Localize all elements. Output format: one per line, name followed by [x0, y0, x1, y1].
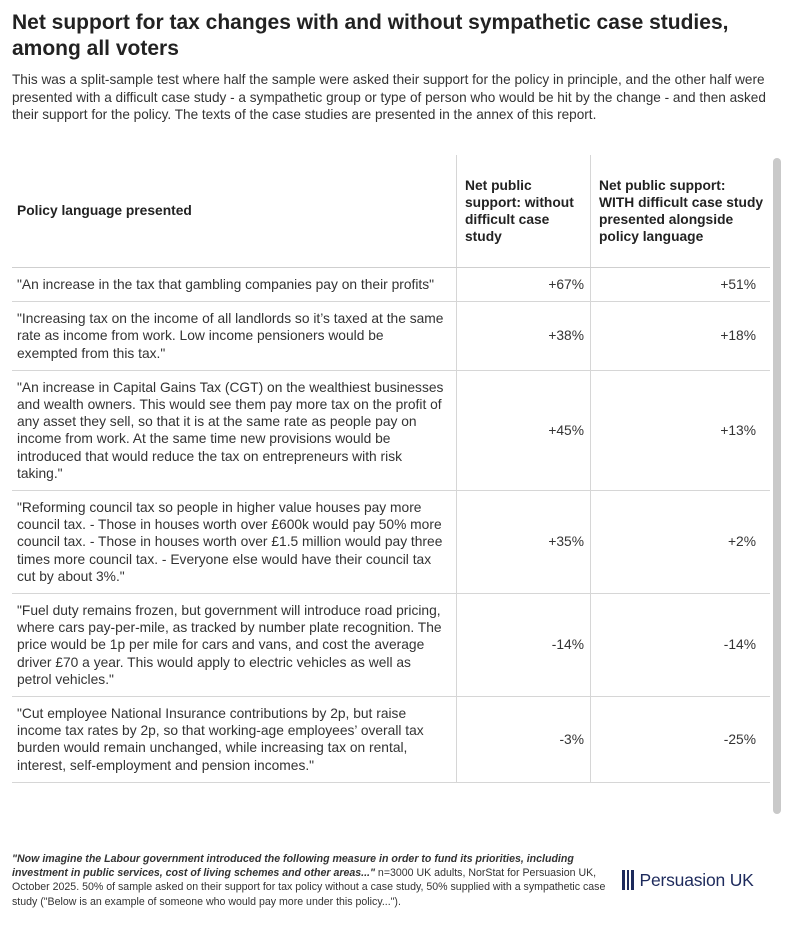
- table-row: [12, 370, 770, 490]
- policy-cell: "An increase in the tax that gambling companies pay on their profits": [12, 268, 457, 302]
- logo-text: Persuasion UK: [639, 869, 754, 890]
- table-row: [12, 491, 770, 594]
- column-header-without: Net public support: without difficult case study: [457, 155, 591, 268]
- column-header-with: Net public support: WITH difficult case study presented alongside policy language: [591, 155, 771, 268]
- with-value-cell: -14%: [591, 594, 771, 697]
- without-value-cell: +67%: [457, 268, 591, 302]
- policy-cell: "An increase in Capital Gains Tax (CGT) on the wealthiest businesses and wealth owners. This would see them pay more tax on the profit of any asset they sell, so that it is at the same rate as people pay on income from work. At the same time new provisions would be introduced that would reduce the tax on entrepreneurs with risk taking.": [12, 370, 457, 490]
- table-row: [12, 594, 770, 697]
- footnote-details: n=3000 UK adults, NorStat for Persuasion UK, October 2025. 50% of sample asked on their support for tax policy without a case study, 50% supplied with a sympathetic case study ("Below is an example of someone who would pay more under this policy...").: [12, 867, 606, 908]
- column-header-policy: Policy language presented: [12, 155, 457, 268]
- table-row: [12, 697, 770, 783]
- vertical-scrollbar[interactable]: [773, 158, 781, 814]
- support-table: [12, 155, 770, 783]
- with-value-cell: +2%: [591, 491, 771, 594]
- without-value-cell: +38%: [457, 302, 591, 371]
- table-row: [12, 302, 770, 371]
- with-value-cell: -25%: [591, 697, 771, 783]
- chart-title: Net support for tax changes with and without sympathetic case studies, among all voters: [12, 11, 729, 60]
- without-value-cell: +35%: [457, 491, 591, 594]
- with-value-cell: +51%: [591, 268, 771, 302]
- persuasion-uk-logo: [622, 868, 754, 892]
- table-header-row: [12, 155, 770, 268]
- with-value-cell: +18%: [591, 302, 771, 371]
- without-value-cell: +45%: [457, 370, 591, 490]
- table-row: [12, 268, 770, 302]
- without-value-cell: -3%: [457, 697, 591, 783]
- with-value-cell: +13%: [591, 370, 771, 490]
- without-value-cell: -14%: [457, 594, 591, 697]
- policy-cell: "Reforming council tax so people in higher value houses pay more council tax. - Those in houses worth over £600k would pay 50% more council tax. - Those in houses worth over £1.5 million would pay three times more council tax. - Everyone else would have their council tax cut by about 3%.": [12, 491, 457, 594]
- chart-subtitle: This was a split-sample test where half the sample were asked their support for the policy in principle, and the other half were presented with a difficult case study - a sympathetic group or type of person who would be hit by the change - and then asked their support for the policy. The texts of the case studies are presented in the annex of this report.: [12, 72, 766, 122]
- persuasion-bars-icon: [622, 870, 634, 890]
- table-scroll-container[interactable]: [12, 155, 782, 825]
- footnote-question: "Now imagine the Labour government introduced the following measure in order to fund its priorities, including investment in public services, cost of living schemes and other areas...": [12, 853, 574, 880]
- policy-cell: "Increasing tax on the income of all landlords so it’s taxed at the same rate as income from work. Low income pensioners would be exempted from this tax.": [12, 302, 457, 371]
- policy-cell: "Cut employee National Insurance contributions by 2p, but raise income tax rates by 2p, so that working-age employees’ overall tax burden would remain unchanged, while increasing tax on rental, interest, self-employment and pension incomes.": [12, 697, 457, 783]
- policy-cell: "Fuel duty remains frozen, but government will introduce road pricing, where cars pay-per-mile, as tracked by number plate recognition. The price would be 1p per mile for cars and vans, and cost the average driver £70 a year. This would apply to electric vehicles as well as petrol vehicles.": [12, 594, 457, 697]
- footnote: [12, 852, 612, 909]
